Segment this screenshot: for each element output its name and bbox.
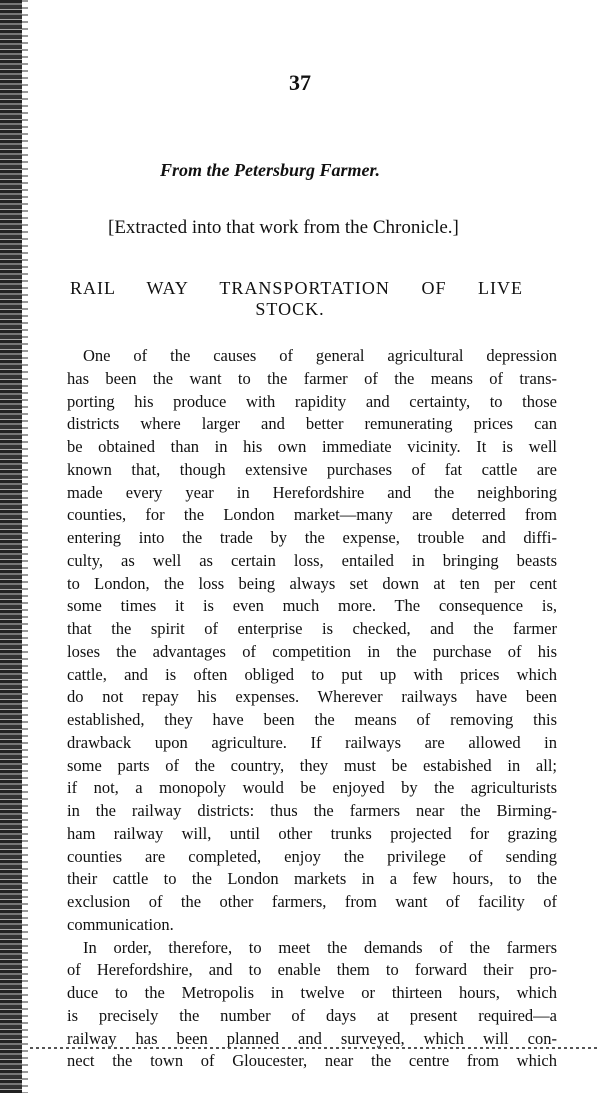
text-line: do not repay his expenses. Wherever railways have been <box>67 687 557 707</box>
extract-note: [Extracted into that work from the Chronicle.] <box>108 217 459 238</box>
text-line: exclusion of the other farmers, from want of facility of <box>67 892 557 911</box>
article-heading-line1: RAIL WAY TRANSPORTATION OF LIVE <box>70 278 523 298</box>
text-line: nect the town of Gloucester, near the centre from which <box>67 1051 557 1071</box>
text-line: established, they have been the means of removing this <box>67 710 557 729</box>
article-heading-line2: STOCK. <box>255 299 325 319</box>
scan-binding-edge <box>0 0 22 1093</box>
text-line: some times it is even much more. The consequence is, <box>67 596 557 616</box>
text-line: duce to the Metropolis in twelve or thirteen hours, which <box>67 983 557 1002</box>
page-bottom-rule <box>30 1047 600 1049</box>
text-line: In order, therefore, to meet the demands of the farmers <box>83 937 557 957</box>
text-line: porting his produce with rapidity and certainty, to those <box>67 391 557 411</box>
text-line: to London, the loss being always set down at ten per cent <box>67 573 557 593</box>
text-line: be obtained than in his own immediate vicinity. It is well <box>67 437 557 456</box>
text-line: of Herefordshire, and to enable them to forward their pro- <box>67 960 557 980</box>
text-line: is precisely the number of days at present required—a <box>67 1005 557 1025</box>
text-line: known that, though extensive purchases of fat cattle are <box>67 459 557 479</box>
text-line: communication. <box>67 914 174 934</box>
text-line: cattle, and is often obliged to put up with prices which <box>67 664 557 684</box>
text-line: their cattle to the London markets in a few hours, to the <box>67 869 557 889</box>
text-line: drawback upon agriculture. If railways are allowed in <box>67 732 557 752</box>
scan-binding-shadow <box>22 0 28 1093</box>
source-attribution: From the Petersburg Farmer. <box>160 160 381 180</box>
article-body <box>67 345 557 1073</box>
text-line: some parts of the country, they must be estabished in all; <box>67 755 557 775</box>
text-line: districts where larger and better remunerating prices can <box>67 414 557 434</box>
text-line: counties, for the London market—many are deterred from <box>67 505 557 525</box>
text-line: has been the want to the farmer of the means of trans- <box>67 368 557 388</box>
text-line: made every year in Herefordshire and the neighboring <box>67 482 557 502</box>
text-line: One of the causes of general agricultural depression <box>83 346 557 365</box>
text-line: that the spirit of enterprise is checked, and the farmer <box>67 619 557 638</box>
text-line: if not, a monopoly would be enjoyed by the agriculturists <box>67 778 557 798</box>
text-line: loses the advantages of competition in the purchase of his <box>67 641 557 661</box>
text-line: ham railway will, until other trunks projected for grazing <box>67 823 557 843</box>
text-line: culty, as well as certain loss, entailed in bringing beasts <box>67 550 557 570</box>
page-number: 37 <box>289 70 311 95</box>
text-line: railway has been planned and surveyed, which will con- <box>67 1028 557 1048</box>
text-line: in the railway districts: thus the farmers near the Birming- <box>67 801 557 820</box>
text-line: counties are completed, enjoy the privilege of sending <box>67 846 557 866</box>
text-line: entering into the trade by the expense, trouble and diffi- <box>67 528 557 547</box>
